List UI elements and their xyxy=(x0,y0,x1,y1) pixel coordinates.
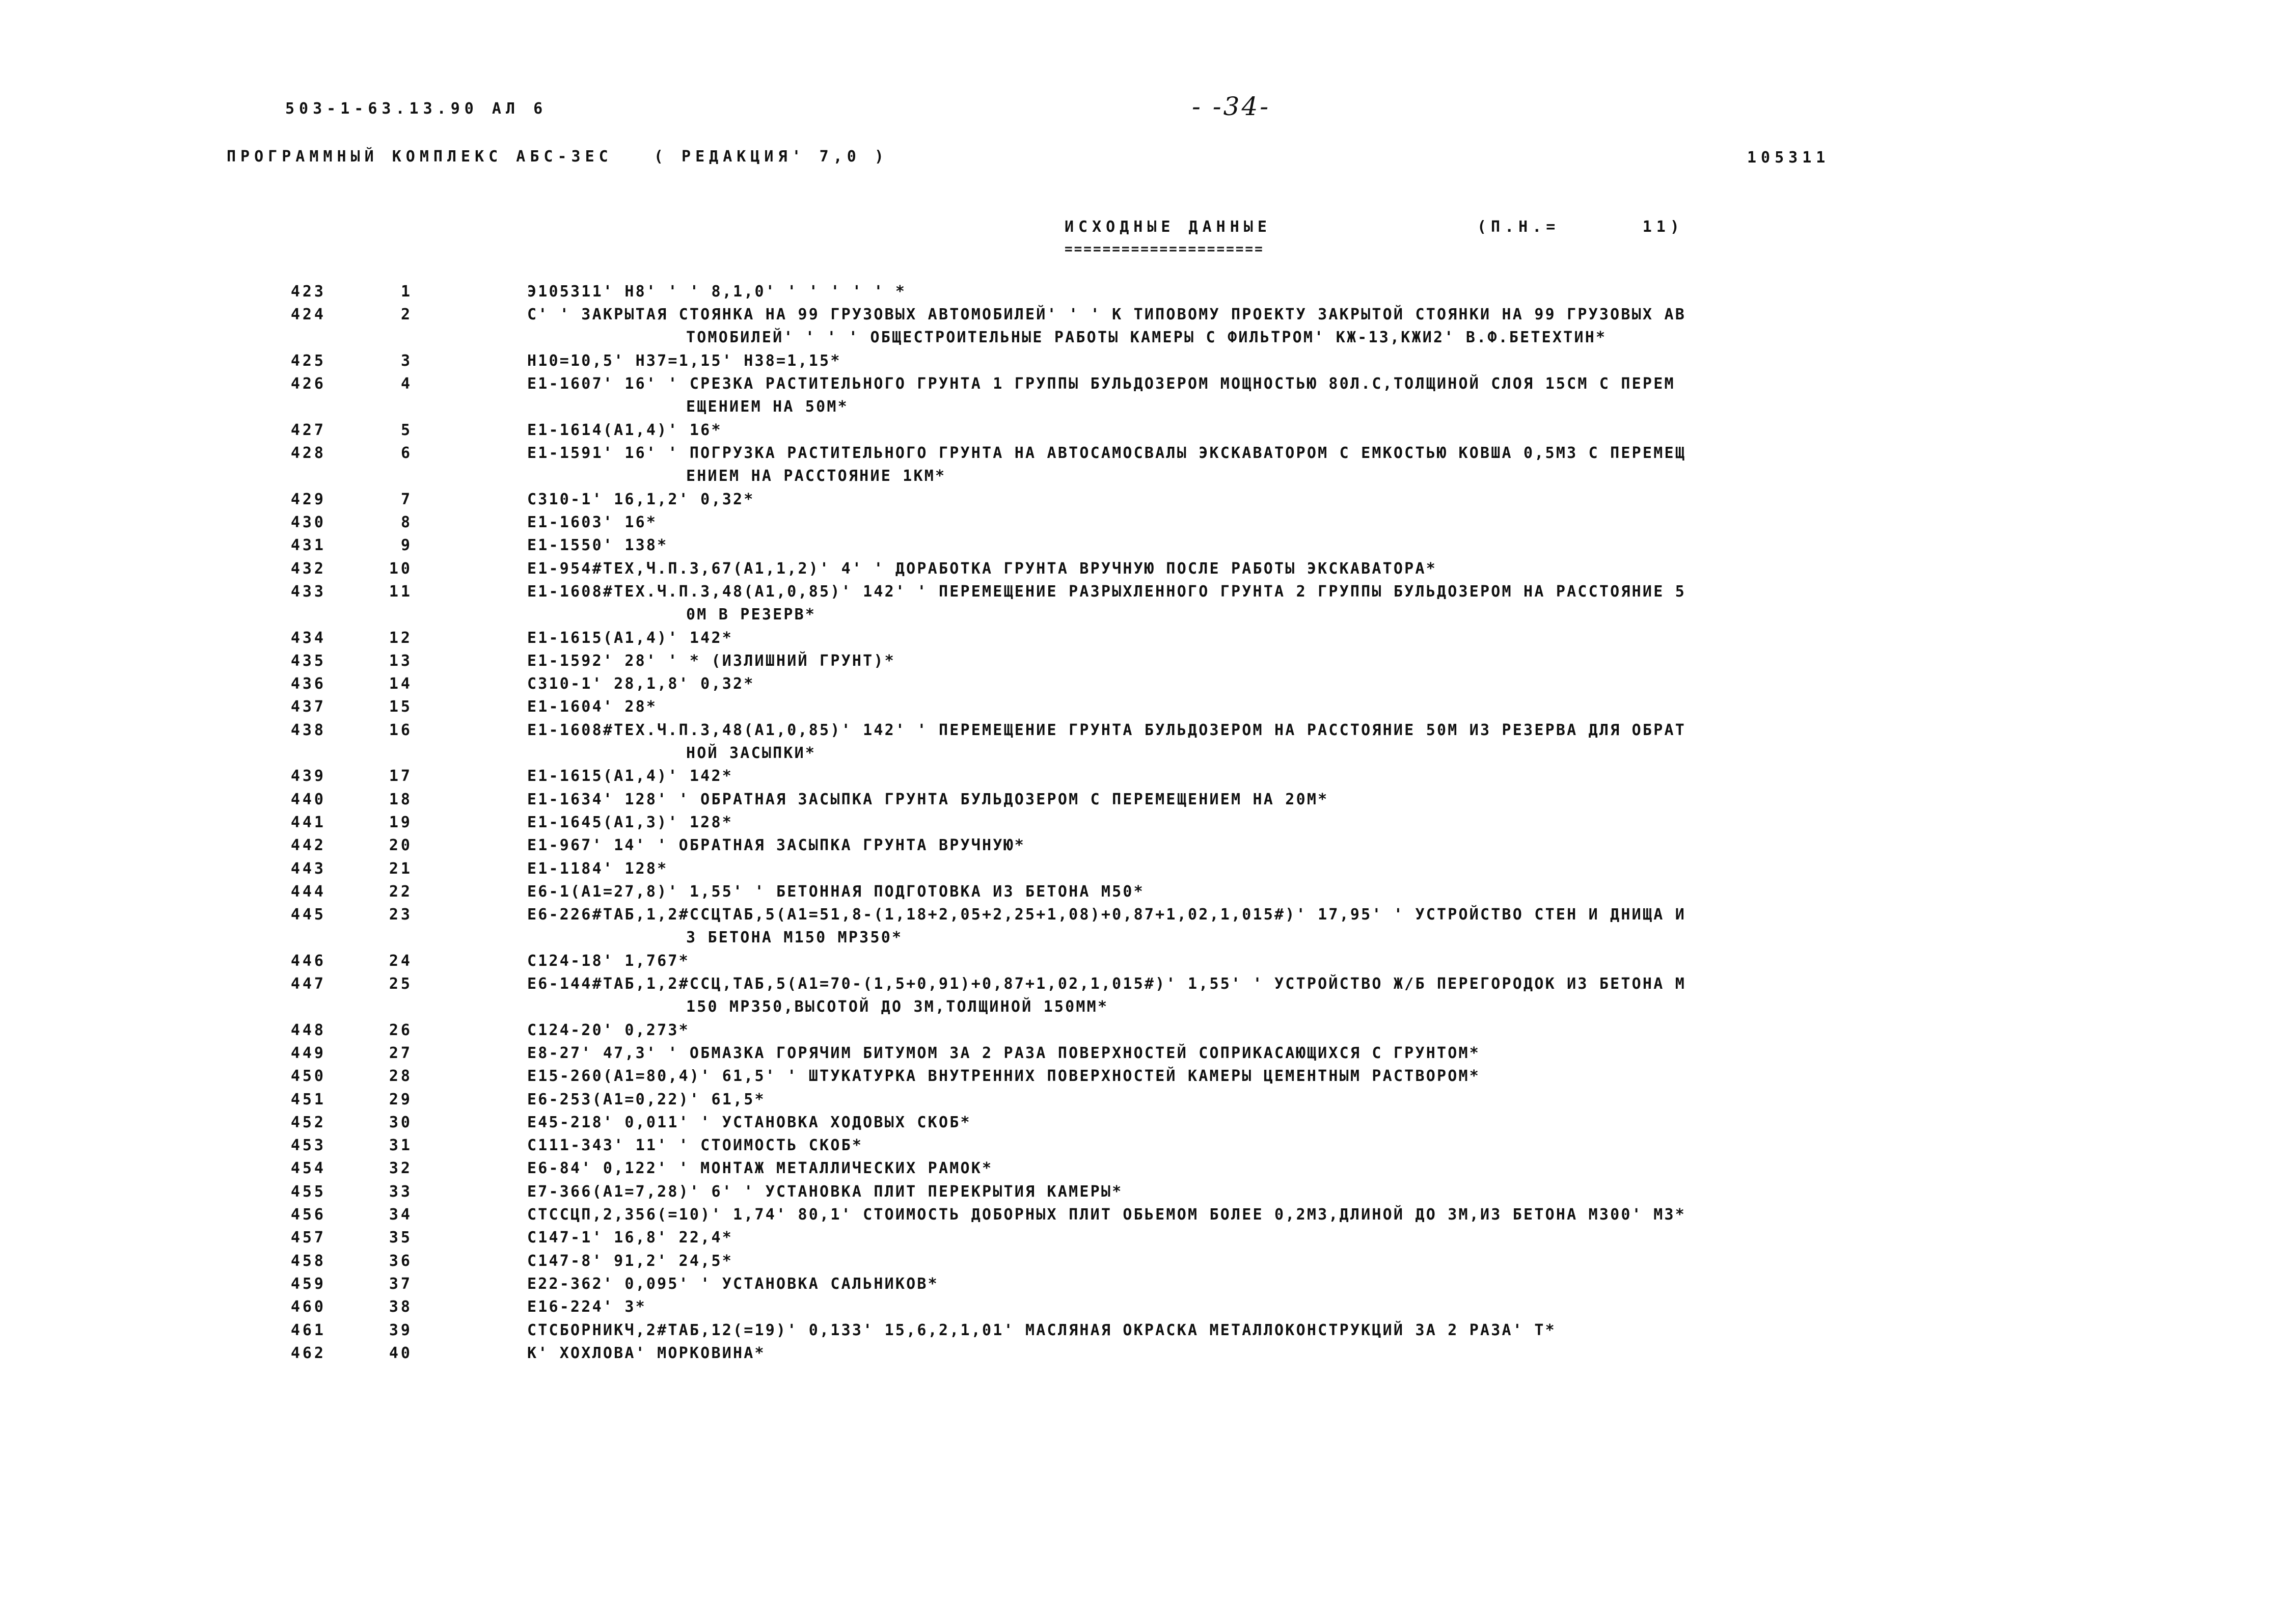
record-text-line: Е1-967' 14' ' ОБРАТНАЯ ЗАСЫПКА ГРУНТА ВРУЧНУЮ* xyxy=(527,836,1026,855)
sequence-number: 24 xyxy=(389,952,413,970)
line-number: 423 xyxy=(290,283,326,301)
record-text xyxy=(527,1203,2076,1226)
line-number: 431 xyxy=(290,536,326,555)
record-text-line: Е22-362' 0,095' ' УСТАНОВКА САЛЬНИКОВ* xyxy=(527,1275,939,1293)
line-number: 443 xyxy=(290,859,326,878)
record-text-line: Е6-226#ТАБ,1,2#ССЦТАБ,5(А1=51,8-(1,18+2,05+2,25+1,08)+0,87+1,02,1,015#)' 17,95' ' УСТРОЙСТВО СТЕН И ДНИЩА И xyxy=(527,906,1686,924)
record-text xyxy=(527,1250,2076,1273)
sequence-number: 18 xyxy=(389,790,413,808)
record-text xyxy=(527,788,2076,811)
record-text xyxy=(527,1319,2076,1342)
record-text-line: Е45-218' 0,011' ' УСТАНОВКА ХОДОВЫХ СКОБ* xyxy=(527,1113,971,1131)
record-text xyxy=(527,1134,2076,1157)
line-number: 432 xyxy=(290,559,326,578)
record-text-line: Е6-253(А1=0,22)' 61,5* xyxy=(527,1090,766,1108)
sequence-number: 20 xyxy=(389,836,413,855)
sequence-number: 10 xyxy=(389,559,413,578)
line-number: 453 xyxy=(290,1136,326,1155)
line-number: 455 xyxy=(290,1182,326,1201)
record-text xyxy=(527,1273,2076,1295)
sequence-number: 9 xyxy=(400,536,413,555)
sequence-number: 14 xyxy=(389,675,413,693)
sequence-number: 30 xyxy=(389,1113,413,1131)
record-text xyxy=(527,880,2076,903)
record-text-line: Е1-1591' 16' ' ПОГРУЗКА РАСТИТЕЛЬНОГО ГРУНТА НА АВТОСАМОСВАЛЫ ЭКСКАВАТОРОМ С ЕМКОСТЬЮ КОВША 0,5М3 С ПЕРЕМЕЩ xyxy=(527,444,1686,463)
sequence-number: 40 xyxy=(389,1344,413,1362)
line-number: 440 xyxy=(290,790,326,808)
record-text-line: С147-1' 16,8' 22,4* xyxy=(527,1229,733,1247)
record-text-line: С310-1' 28,1,8' 0,32* xyxy=(527,675,755,693)
record-text xyxy=(527,372,2076,418)
record-text xyxy=(527,627,2076,649)
record-text xyxy=(527,695,2076,718)
sequence-number: 4 xyxy=(400,375,413,393)
record-text xyxy=(527,765,2076,788)
sequence-number: 1 xyxy=(400,283,413,301)
record-text-continuation: 0М В РЕЗЕРВ* xyxy=(686,605,817,624)
sequence-number: 22 xyxy=(389,882,413,901)
sequence-number: 34 xyxy=(389,1206,413,1224)
record-text-line: СТССЦП,2,356(=10)' 1,74' 80,1' СТОИМОСТЬ ДОБОРНЫХ ПЛИТ ОБЬЕМОМ БОЛЕЕ 0,2М3,ДЛИНОЙ ДО 3М,ИЗ БЕТОНА М300' М3* xyxy=(527,1206,1686,1224)
line-number: 424 xyxy=(290,306,326,324)
line-number: 446 xyxy=(290,952,326,970)
record-text xyxy=(527,649,2076,672)
sequence-number: 8 xyxy=(400,513,413,531)
record-text xyxy=(527,580,2076,626)
record-text xyxy=(527,1111,2076,1134)
line-number: 429 xyxy=(290,490,326,508)
sequence-number: 23 xyxy=(389,906,413,924)
record-text-line: Н10=10,5' Н37=1,15' Н38=1,15* xyxy=(527,351,841,370)
record-text-line: Е1-1614(А1,4)' 16* xyxy=(527,421,722,439)
line-number: 460 xyxy=(290,1298,326,1316)
line-number: 458 xyxy=(290,1252,326,1270)
sequence-number: 2 xyxy=(400,306,413,324)
sequence-number: 33 xyxy=(389,1182,413,1201)
sequence-number: 29 xyxy=(389,1090,413,1108)
record-text-line: Е1-1615(А1,4)' 142* xyxy=(527,629,733,647)
sequence-number: 21 xyxy=(389,859,413,878)
record-text xyxy=(527,857,2076,880)
record-text xyxy=(527,1226,2076,1249)
sequence-number: 37 xyxy=(389,1275,413,1293)
record-text xyxy=(527,1180,2076,1203)
record-text-line: С147-8' 91,2' 24,5* xyxy=(527,1252,733,1270)
record-text xyxy=(527,557,2076,580)
line-number: 441 xyxy=(290,813,326,831)
record-text-line: Е8-27' 47,3' ' ОБМАЗКА ГОРЯЧИМ БИТУМОМ ЗА 2 РАЗА ПОВЕРХНОСТЕЙ СОПРИКАСАЮЩИХСЯ С ГРУНТОМ* xyxy=(527,1044,1481,1062)
line-number: 430 xyxy=(290,513,326,531)
line-number: 445 xyxy=(290,906,326,924)
record-text xyxy=(527,672,2076,695)
record-text-line: Э105311' Н8' ' ' 8,1,0' ' ' ' ' ' * xyxy=(527,283,907,301)
sequence-number: 16 xyxy=(389,721,413,739)
record-text-line: Е1-1603' 16* xyxy=(527,513,658,531)
record-text-continuation: НОЙ ЗАСЫПКИ* xyxy=(686,744,817,762)
sequence-number: 19 xyxy=(389,813,413,831)
section-params: (П.Н.= 11) xyxy=(1477,218,1684,236)
line-number: 437 xyxy=(290,698,326,716)
section-underline: ===================== xyxy=(1065,241,1264,257)
sequence-number: 35 xyxy=(389,1229,413,1247)
record-text-line: Е1-1634' 128' ' ОБРАТНАЯ ЗАСЫПКА ГРУНТА БУЛЬДОЗЕРОМ С ПЕРЕМЕЩЕНИЕМ НА 20М* xyxy=(527,790,1329,808)
sequence-number: 39 xyxy=(389,1321,413,1339)
record-text xyxy=(527,1019,2076,1042)
line-number: 427 xyxy=(290,421,326,439)
line-number: 454 xyxy=(290,1159,326,1178)
document-code: 503-1-63.13.90 АЛ 6 xyxy=(285,100,548,118)
record-text-line: Е1-1184' 128* xyxy=(527,859,668,878)
line-number: 428 xyxy=(290,444,326,463)
record-text-line: Е15-260(А1=80,4)' 61,5' ' ШТУКАТУРКА ВНУТРЕННИХ ПОВЕРХНОСТЕЙ КАМЕРЫ ЦЕМЕНТНЫМ РАСТВОРОМ* xyxy=(527,1067,1481,1086)
program-title: ПРОГРАММНЫЙ КОМПЛЕКС АБС-ЗЕС ( РЕДАКЦИЯ' 7,0 ) xyxy=(227,148,888,166)
record-text-line: Е6-144#ТАБ,1,2#ССЦ,ТАБ,5(А1=70-(1,5+0,91)+0,87+1,02,1,015#)' 1,55' ' УСТРОЙСТВО Ж/Б ПЕРЕГОРОДОК ИЗ БЕТОНА М xyxy=(527,975,1686,993)
record-text xyxy=(527,1157,2076,1180)
line-number: 459 xyxy=(290,1275,326,1293)
record-text-line: К' ХОХЛОВА' МОРКОВИНА* xyxy=(527,1344,766,1362)
record-text xyxy=(527,442,2076,488)
sequence-number: 15 xyxy=(389,698,413,716)
record-text xyxy=(527,303,2076,349)
record-text-line: Е1-1592' 28' ' * (ИЗЛИШНИЙ ГРУНТ)* xyxy=(527,652,895,670)
line-number: 462 xyxy=(290,1344,326,1362)
record-text xyxy=(527,488,2076,511)
record-text-line: Е1-1608#ТЕХ.Ч.П.3,48(А1,0,85)' 142' ' ПЕРЕМЕЩЕНИЕ ГРУНТА БУЛЬДОЗЕРОМ НА РАССТОЯНИЕ 50М ИЗ РЕЗЕРВА ДЛЯ ОБРАТ xyxy=(527,721,1686,739)
record-text xyxy=(527,511,2076,534)
record-text xyxy=(527,280,2076,303)
line-number: 435 xyxy=(290,652,326,670)
record-text-line: С310-1' 16,1,2' 0,32* xyxy=(527,490,755,508)
record-text xyxy=(527,950,2076,972)
line-number: 447 xyxy=(290,975,326,993)
line-number: 442 xyxy=(290,836,326,855)
page-number: - -34- xyxy=(1192,92,1271,121)
record-text-continuation: ЕНИЕМ НА РАССТОЯНИЕ 1КМ* xyxy=(686,467,946,485)
record-text xyxy=(527,1342,2076,1365)
sequence-number: 3 xyxy=(400,351,413,370)
record-text xyxy=(527,719,2076,765)
sequence-number: 12 xyxy=(389,629,413,647)
sequence-number: 6 xyxy=(400,444,413,463)
sequence-number: 36 xyxy=(389,1252,413,1270)
line-number: 449 xyxy=(290,1044,326,1062)
record-text xyxy=(527,903,2076,949)
sequence-number: 27 xyxy=(389,1044,413,1062)
record-text-line: Е1-1608#ТЕХ.Ч.П.3,48(А1,0,85)' 142' ' ПЕРЕМЕЩЕНИЕ РАЗРЫХЛЕННОГО ГРУНТА 2 ГРУППЫ БУЛЬДОЗЕРОМ НА РАССТОЯНИЕ 5 xyxy=(527,582,1686,601)
line-number: 456 xyxy=(290,1206,326,1224)
record-text-line: С124-18' 1,767* xyxy=(527,952,690,970)
line-number: 448 xyxy=(290,1021,326,1039)
record-text-continuation: 150 МРЗ50,ВЫСОТОЙ ДО 3М,ТОЛЩИНОЙ 150ММ* xyxy=(686,998,1109,1016)
line-number: 461 xyxy=(290,1321,326,1339)
sequence-number: 17 xyxy=(389,767,413,786)
line-number: 439 xyxy=(290,767,326,786)
record-text-line: Е1-1645(А1,3)' 128* xyxy=(527,813,733,831)
record-text xyxy=(527,419,2076,442)
record-text xyxy=(527,534,2076,557)
line-number: 426 xyxy=(290,375,326,393)
record-text-line: Е7-366(А1=7,28)' 6' ' УСТАНОВКА ПЛИТ ПЕРЕКРЫТИЯ КАМЕРЫ* xyxy=(527,1182,1123,1201)
line-number: 425 xyxy=(290,351,326,370)
sequence-number: 28 xyxy=(389,1067,413,1086)
line-number: 444 xyxy=(290,882,326,901)
record-text-line: С111-343' 11' ' СТОИМОСТЬ СКОБ* xyxy=(527,1136,863,1155)
record-text xyxy=(527,1088,2076,1111)
record-text-line: Е1-954#ТЕХ,Ч.П.3,67(А1,1,2)' 4' ' ДОРАБОТКА ГРУНТА ВРУЧНУЮ ПОСЛЕ РАБОТЫ ЭКСКАВАТОРА* xyxy=(527,559,1437,578)
sequence-number: 5 xyxy=(400,421,413,439)
estimate-code: 105311 xyxy=(1747,149,1830,167)
record-text xyxy=(527,972,2076,1018)
record-text xyxy=(527,811,2076,834)
record-text-line: Е6-1(А1=27,8)' 1,55' ' БЕТОННАЯ ПОДГОТОВКА ИЗ БЕТОНА М50* xyxy=(527,882,1145,901)
sequence-number: 31 xyxy=(389,1136,413,1155)
line-number: 433 xyxy=(290,582,326,601)
record-text-continuation: ТОМОБИЛЕЙ' ' ' ' ОБЩЕСТРОИТЕЛЬНЫЕ РАБОТЫ КАМЕРЫ С ФИЛЬТРОМ' КЖ-13,КЖИ2' В.Ф.БЕТЕХТИН* xyxy=(686,329,1607,347)
line-number: 436 xyxy=(290,675,326,693)
record-text xyxy=(527,1042,2076,1065)
sequence-number: 7 xyxy=(400,490,413,508)
sequence-number: 13 xyxy=(389,652,413,670)
line-number: 450 xyxy=(290,1067,326,1086)
record-text-line: Е6-84' 0,122' ' МОНТАЖ МЕТАЛЛИЧЕСКИХ РАМОК* xyxy=(527,1159,993,1178)
line-number: 434 xyxy=(290,629,326,647)
record-text-line: Е1-1607' 16' ' СРЕЗКА РАСТИТЕЛЬНОГО ГРУНТА 1 ГРУППЫ БУЛЬДОЗЕРОМ МОЩНОСТЬЮ 80Л.С,ТОЛЩИНОЙ СЛОЯ 15СМ С ПЕРЕМ xyxy=(527,375,1675,393)
record-text-line: Е1-1615(А1,4)' 142* xyxy=(527,767,733,786)
record-text-line: Е1-1550' 138* xyxy=(527,536,668,555)
sequence-number: 25 xyxy=(389,975,413,993)
record-text-continuation: ЕЩЕНИЕМ НА 50М* xyxy=(686,398,849,416)
line-number: 438 xyxy=(290,721,326,739)
record-text xyxy=(527,349,2076,372)
record-text-line: СТСБОРНИКЧ,2#ТАБ,12(=19)' 0,133' 15,6,2,1,01' МАСЛЯНАЯ ОКРАСКА МЕТАЛЛОКОНСТРУКЦИЙ ЗА 2 РАЗА' Т* xyxy=(527,1321,1556,1339)
sequence-number: 26 xyxy=(389,1021,413,1039)
record-text xyxy=(527,1065,2076,1088)
record-text-line: С124-20' 0,273* xyxy=(527,1021,690,1039)
sequence-number: 32 xyxy=(389,1159,413,1178)
record-text-line: С' ' ЗАКРЫТАЯ СТОЯНКА НА 99 ГРУЗОВЫХ АВТОМОБИЛЕЙ' ' ' К ТИПОВОМУ ПРОЕКТУ ЗАКРЫТОЙ СТОЯНКИ НА 99 ГРУЗОВЫХ АВ xyxy=(527,306,1686,324)
sequence-number: 38 xyxy=(389,1298,413,1316)
record-text xyxy=(527,1295,2076,1318)
line-number: 452 xyxy=(290,1113,326,1131)
section-title: ИСХОДНЫЕ ДАННЫЕ xyxy=(1065,218,1271,236)
record-text-line: Е1-1604' 28* xyxy=(527,698,658,716)
record-text xyxy=(527,834,2076,857)
sequence-number: 11 xyxy=(389,582,413,601)
record-text-line: Е16-224' 3* xyxy=(527,1298,646,1316)
line-number: 457 xyxy=(290,1229,326,1247)
record-text-continuation: З БЕТОНА М150 МРЗ50* xyxy=(686,929,903,947)
line-number: 451 xyxy=(290,1090,326,1108)
